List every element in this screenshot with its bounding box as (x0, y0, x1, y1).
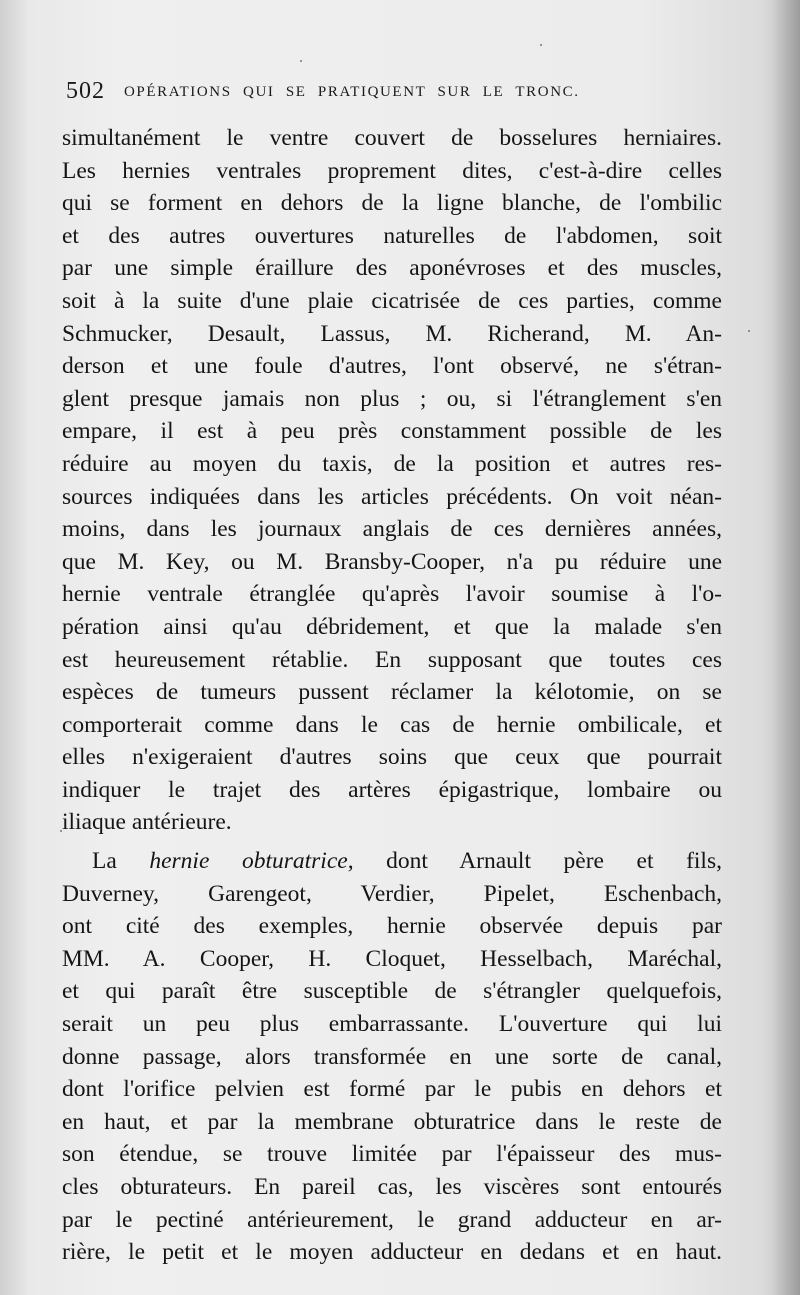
text-line: indiquer le trajet des artères épigastrique, lombaire ou (62, 776, 722, 803)
text-line: elles n'exigeraient d'autres soins que ceux que pourrait (62, 744, 722, 771)
italic-term: hernie obturatrice (149, 848, 348, 875)
text-line: glent presque jamais non plus ; ou, si l'étranglement s'en (62, 385, 722, 412)
page-number: 502 (66, 78, 105, 104)
text-line: simultanément le ventre couvert de bosselures herniaires. (62, 125, 722, 151)
text-line: sources indiquées dans les articles précédents. On voit néan- (62, 483, 722, 510)
text-line: espèces de tumeurs pussent réclamer la kélotomie, on se (62, 679, 722, 706)
page-edge-shadow (772, 0, 800, 1295)
text-line: par le pectiné antérieurement, le grand adducteur en ar- (62, 1206, 722, 1233)
text-line: son étendue, se trouve limitée par l'épaisseur des mus- (62, 1141, 722, 1168)
text-line: Duverney, Garengeot, Verdier, Pipelet, Eschenbach, (62, 880, 722, 907)
text-line: cles obturateurs. En pareil cas, les viscères sont entourés (62, 1174, 722, 1200)
text-line: en haut, et par la membrane obturatrice dans le reste de (62, 1108, 722, 1135)
page-body (62, 122, 722, 1269)
paper-speck (300, 60, 302, 62)
paragraph (62, 845, 722, 1269)
text-line: est heureusement rétablie. En supposant que toutes ces (62, 646, 722, 673)
text-line: moins, dans les journaux anglais de ces dernières années, (62, 516, 722, 543)
text-line: et des autres ouvertures naturelles de l'abdomen, soit (62, 222, 722, 249)
text-line: empare, il est à peu près constamment possible de les (62, 418, 722, 445)
paragraph (62, 122, 722, 839)
text-line: ont cité des exemples, hernie observée depuis par (62, 913, 722, 940)
text-line: réduire au moyen du taxis, de la position et autres res- (62, 450, 722, 477)
text-line: que M. Key, ou M. Bransby-Cooper, n'a pu réduire une (62, 548, 722, 575)
text-line: derson et une foule d'autres, l'ont observé, ne s'étran- (62, 353, 722, 380)
text-line: dont l'orifice pelvien est formé par le pubis en dehors et (62, 1076, 722, 1103)
text-line: Les hernies ventrales proprement dites, c'est-à-dire celles (62, 157, 722, 184)
text-line: comporterait comme dans le cas de hernie ombilicale, et (62, 711, 722, 738)
paper-speck (60, 830, 62, 832)
text-line: iliaque antérieure. (62, 809, 232, 836)
text-line: soit à la suite d'une plaie cicatrisée de ces parties, comme (62, 287, 722, 314)
text-line: pération ainsi qu'au débridement, et que la malade s'en (62, 613, 722, 640)
text-line: Schmucker, Desault, Lassus, M. Richerand, M. An- (62, 320, 722, 347)
text-line: hernie ventrale étranglée qu'après l'avoir soumise à l'o- (62, 581, 722, 608)
text-line: rière, le petit et le moyen adducteur en dedans et en haut. (62, 1239, 722, 1266)
page-header (66, 78, 676, 108)
text-line: qui se forment en dehors de la ligne blanche, de l'ombilic (62, 190, 722, 217)
text-line: MM. A. Cooper, H. Cloquet, Hesselbach, Maréchal, (62, 945, 722, 972)
text-line: et qui paraît être susceptible de s'étrangler quelquefois, (62, 978, 722, 1005)
text-line: donne passage, alors transformée en une sorte de canal, (62, 1043, 722, 1070)
running-head: OPÉRATIONS QUI SE PRATIQUENT SUR LE TRONC. (124, 84, 580, 100)
paper-speck (748, 330, 750, 332)
text-line: La hernie obturatrice, dont Arnault père et fils, (92, 848, 722, 875)
paper-speck (540, 44, 542, 46)
text-line: par une simple éraillure des aponévroses et des muscles, (62, 255, 722, 282)
text-line: serait un peu plus embarrassante. L'ouverture qui lui (62, 1011, 722, 1038)
